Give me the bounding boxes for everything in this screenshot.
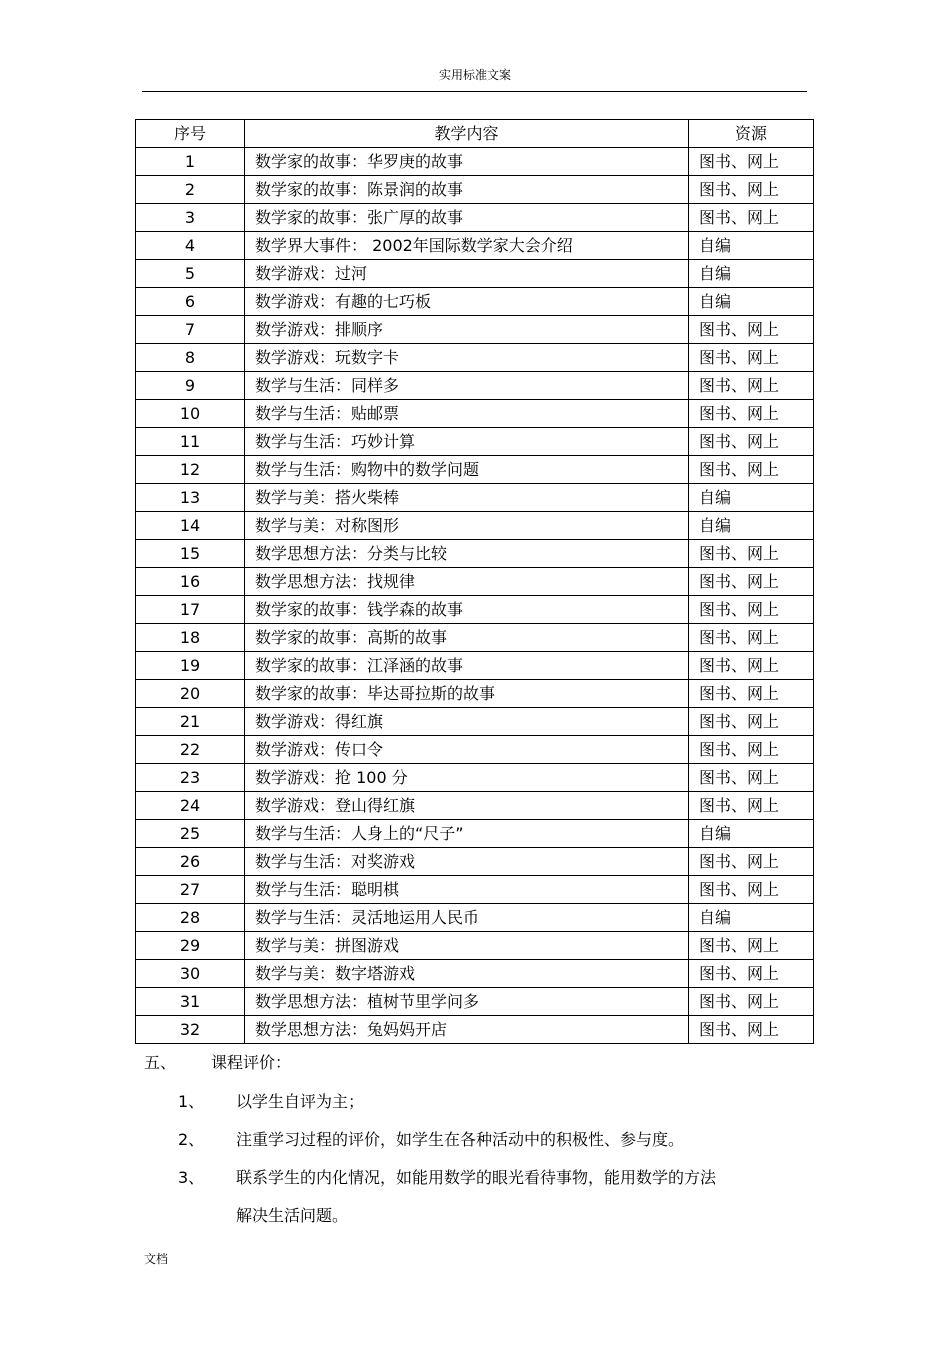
table-row: [136, 764, 814, 792]
row-number: 5: [136, 260, 245, 288]
table-row: [136, 568, 814, 596]
page-footer: 文档: [144, 1252, 169, 1266]
row-number: 21: [136, 708, 245, 736]
row-resource: 图书、网上: [689, 708, 814, 736]
row-resource: 图书、网上: [689, 652, 814, 680]
table-row: [136, 540, 814, 568]
row-number: 19: [136, 652, 245, 680]
row-resource: 图书、网上: [689, 372, 814, 400]
table-row: [136, 708, 814, 736]
row-content: 数学与美：搭火柴棒: [245, 484, 689, 512]
item-text: 联系学生的内化情况，如能用数学的眼光看待事物，能用数学的方法: [236, 1168, 717, 1187]
row-resource: 图书、网上: [689, 624, 814, 652]
row-resource: 图书、网上: [689, 568, 814, 596]
row-content: 数学与美：拼图游戏: [245, 932, 689, 960]
table-row: [136, 848, 814, 876]
row-resource: 图书、网上: [689, 540, 814, 568]
row-number: 7: [136, 316, 245, 344]
table-row: [136, 876, 814, 904]
row-content: 数学与美：数字塔游戏: [245, 960, 689, 988]
item-text: 注重学习过程的评价，如学生在各种活动中的积极性、参与度。: [236, 1130, 685, 1149]
row-content: 数学游戏：有趣的七巧板: [245, 288, 689, 316]
table-row: [136, 372, 814, 400]
row-content: 数学家的故事：陈景润的故事: [245, 176, 689, 204]
row-number: 15: [136, 540, 245, 568]
curriculum-table: [135, 119, 814, 1044]
row-content: 数学与生活：巧妙计算: [245, 428, 689, 456]
row-content: 数学思想方法：找规律: [245, 568, 689, 596]
row-resource: 图书、网上: [689, 792, 814, 820]
row-resource: 自编: [689, 260, 814, 288]
row-resource: 自编: [689, 232, 814, 260]
item-number: 1、: [178, 1092, 205, 1111]
row-number: 10: [136, 400, 245, 428]
row-resource: 图书、网上: [689, 1016, 814, 1044]
table-row: [136, 484, 814, 512]
row-resource: 图书、网上: [689, 400, 814, 428]
row-number: 24: [136, 792, 245, 820]
row-content: 数学游戏：得红旗: [245, 708, 689, 736]
row-resource: 图书、网上: [689, 316, 814, 344]
row-resource: 图书、网上: [689, 848, 814, 876]
table-row: [136, 288, 814, 316]
table-row: [136, 792, 814, 820]
row-number: 3: [136, 204, 245, 232]
table-row: [136, 680, 814, 708]
row-number: 30: [136, 960, 245, 988]
row-number: 22: [136, 736, 245, 764]
table-row: [136, 736, 814, 764]
item-continuation: 解决生活问题。: [236, 1206, 349, 1225]
section-title: 课程评价：: [211, 1053, 292, 1072]
row-resource: 图书、网上: [689, 932, 814, 960]
page-header-title: 实用标准文案: [438, 68, 511, 82]
item-number: 3、: [178, 1168, 205, 1187]
row-resource: 自编: [689, 512, 814, 540]
row-content: 数学与生活：灵活地运用人民币: [245, 904, 689, 932]
row-number: 32: [136, 1016, 245, 1044]
table-row: [136, 988, 814, 1016]
row-content: 数学游戏：传口令: [245, 736, 689, 764]
row-content: 数学与生活：贴邮票: [245, 400, 689, 428]
row-number: 29: [136, 932, 245, 960]
row-resource: 图书、网上: [689, 988, 814, 1016]
row-resource: 图书、网上: [689, 680, 814, 708]
row-resource: 图书、网上: [689, 148, 814, 176]
row-content: 数学家的故事：张广厚的故事: [245, 204, 689, 232]
row-number: 11: [136, 428, 245, 456]
row-content: 数学游戏：玩数字卡: [245, 344, 689, 372]
header-cell-content: 教学内容: [245, 120, 689, 148]
row-content: 数学家的故事：毕达哥拉斯的故事: [245, 680, 689, 708]
row-resource: 图书、网上: [689, 876, 814, 904]
row-content: 数学与生活：聪明棋: [245, 876, 689, 904]
row-content: 数学游戏：排顺序: [245, 316, 689, 344]
row-content: 数学与生活：人身上的“尺子”: [245, 820, 689, 848]
row-content: 数学游戏：登山得红旗: [245, 792, 689, 820]
table-row: [136, 148, 814, 176]
table-row: [136, 400, 814, 428]
table-row: [136, 512, 814, 540]
row-number: 12: [136, 456, 245, 484]
table-row: [136, 624, 814, 652]
row-content: 数学家的故事：高斯的故事: [245, 624, 689, 652]
table-row: [136, 316, 814, 344]
table-row: [136, 344, 814, 372]
item-text: 以学生自评为主；: [236, 1092, 365, 1111]
row-resource: 图书、网上: [689, 764, 814, 792]
row-number: 8: [136, 344, 245, 372]
row-number: 28: [136, 904, 245, 932]
row-resource: 图书、网上: [689, 456, 814, 484]
row-number: 27: [136, 876, 245, 904]
row-number: 1: [136, 148, 245, 176]
row-number: 18: [136, 624, 245, 652]
table-row: [136, 204, 814, 232]
row-resource: 自编: [689, 484, 814, 512]
row-number: 31: [136, 988, 245, 1016]
row-content: 数学思想方法：植树节里学问多: [245, 988, 689, 1016]
row-content: 数学家的故事：华罗庚的故事: [245, 148, 689, 176]
row-resource: 图书、网上: [689, 960, 814, 988]
row-resource: 图书、网上: [689, 344, 814, 372]
item-number: 2、: [178, 1130, 205, 1149]
row-number: 4: [136, 232, 245, 260]
header-cell-no: 序号: [136, 120, 245, 148]
row-content: 数学游戏：过河: [245, 260, 689, 288]
row-content: 数学界大事件： 2002年国际数学家大会介绍: [245, 232, 689, 260]
row-content: 数学与美：对称图形: [245, 512, 689, 540]
table-row: [136, 596, 814, 624]
row-content: 数学与生活：购物中的数学问题: [245, 456, 689, 484]
table-row: [136, 176, 814, 204]
row-content: 数学思想方法：兔妈妈开店: [245, 1016, 689, 1044]
row-number: 6: [136, 288, 245, 316]
table-row: [136, 652, 814, 680]
row-content: 数学游戏：抢 100 分: [245, 764, 689, 792]
row-number: 20: [136, 680, 245, 708]
curriculum-table-body: [136, 120, 814, 1044]
row-content: 数学思想方法：分类与比较: [245, 540, 689, 568]
row-number: 2: [136, 176, 245, 204]
row-resource: 图书、网上: [689, 428, 814, 456]
table-row: [136, 232, 814, 260]
row-content: 数学与生活：对奖游戏: [245, 848, 689, 876]
row-number: 17: [136, 596, 245, 624]
row-content: 数学家的故事：江泽涵的故事: [245, 652, 689, 680]
header-cell-resource: 资源: [689, 120, 814, 148]
row-content: 数学家的故事：钱学森的故事: [245, 596, 689, 624]
table-row: [136, 428, 814, 456]
row-resource: 图书、网上: [689, 736, 814, 764]
section-number: 五、: [144, 1053, 177, 1072]
row-resource: 图书、网上: [689, 176, 814, 204]
table-row: [136, 904, 814, 932]
row-resource: 自编: [689, 288, 814, 316]
row-resource: 自编: [689, 904, 814, 932]
row-content: 数学与生活：同样多: [245, 372, 689, 400]
table-header-row: [136, 120, 814, 148]
row-resource: 自编: [689, 820, 814, 848]
row-number: 13: [136, 484, 245, 512]
table-row: [136, 960, 814, 988]
row-resource: 图书、网上: [689, 596, 814, 624]
row-number: 16: [136, 568, 245, 596]
row-number: 14: [136, 512, 245, 540]
table-row: [136, 1016, 814, 1044]
table-row: [136, 260, 814, 288]
row-resource: 图书、网上: [689, 204, 814, 232]
table-row: [136, 456, 814, 484]
row-number: 23: [136, 764, 245, 792]
row-number: 9: [136, 372, 245, 400]
table-row: [136, 932, 814, 960]
row-number: 25: [136, 820, 245, 848]
header-rule: [142, 91, 807, 92]
table-row: [136, 820, 814, 848]
row-number: 26: [136, 848, 245, 876]
